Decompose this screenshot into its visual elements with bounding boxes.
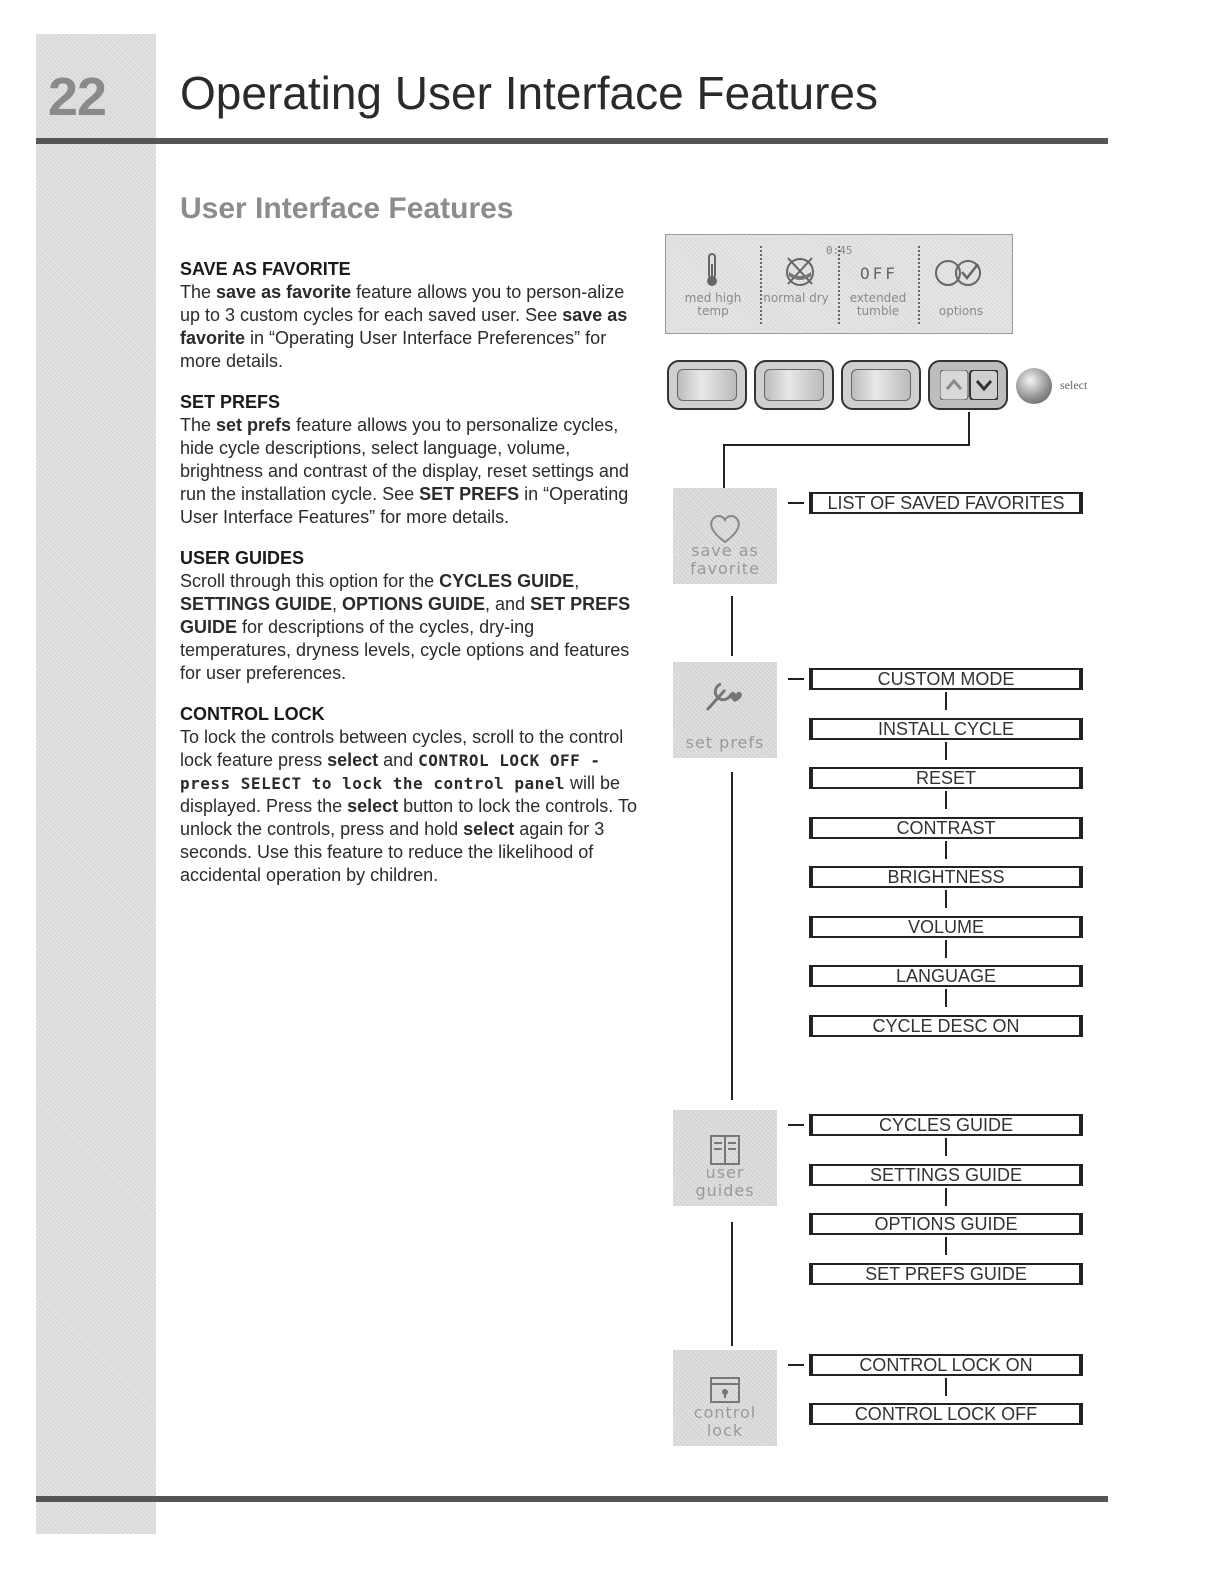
menu-dash <box>788 1124 804 1126</box>
menu-item-cycle-desc-on[interactable]: CYCLE DESC ON <box>809 1015 1083 1037</box>
display-separator <box>918 246 920 324</box>
tile-label: control lock <box>693 1403 757 1440</box>
section-heading: USER GUIDES <box>180 548 305 568</box>
tile-label: save as favorite <box>690 541 760 578</box>
display-cell: med high temp <box>684 291 742 318</box>
menu-tick <box>945 742 947 760</box>
display-cell: options <box>938 304 984 318</box>
section-heading: SET PREFS <box>180 392 281 412</box>
section-body: The save as favorite feature allows you to person-alize up to 3 custom cycles for each saved user. See save as favorite in “Operating User Interface Preferences” for more details. <box>180 282 628 371</box>
display-separator <box>760 246 762 324</box>
panel-button-2[interactable] <box>754 360 834 410</box>
thermometer-icon <box>700 252 724 288</box>
menu-item-volume[interactable]: VOLUME <box>809 916 1083 938</box>
menu-tick <box>945 940 947 958</box>
control-lock-section <box>180 703 640 887</box>
menu-tick <box>945 791 947 809</box>
connector-line <box>731 772 733 1100</box>
dryness-icon <box>780 250 820 290</box>
section-body: Scroll through this option for the CYCLES GUIDE, SETTINGS GUIDE, OPTIONS GUIDE, and SET PREFS GUIDE for descriptions of the cycles, dry-ing temperatures, dryness levels, cycle options and features for user preferences. <box>180 571 631 683</box>
user-guides-tile[interactable] <box>673 1110 777 1206</box>
menu-item-contrast[interactable]: CONTRAST <box>809 817 1083 839</box>
side-strip <box>36 34 156 1534</box>
control-lock-tile[interactable] <box>673 1350 777 1446</box>
page-title: Operating User Interface Features <box>180 67 878 119</box>
menu-item-cycles-guide[interactable]: CYCLES GUIDE <box>809 1114 1083 1136</box>
scroll-button[interactable] <box>928 360 1008 410</box>
tile-label: set prefs <box>685 733 765 752</box>
tile-label: user guides <box>695 1163 755 1200</box>
page-number: 22 <box>48 67 107 127</box>
menu-item-control-lock-off[interactable]: CONTROL LOCK OFF <box>809 1403 1083 1425</box>
connector-line <box>723 444 725 488</box>
section-body: The set prefs feature allows you to personalize cycles, hide cycle descriptions, select language, volume, brightness and contrast of the display, reset settings and run the installation cycle. See SET PREFS in “Operating User Interface Features” for more details. <box>180 415 629 527</box>
menu-item-brightness[interactable]: BRIGHTNESS <box>809 866 1083 888</box>
menu-tick <box>945 841 947 859</box>
wrench-heart-icon <box>701 672 749 716</box>
menu-tick <box>945 1237 947 1255</box>
menu-item-set-prefs-guide[interactable]: SET PREFS GUIDE <box>809 1263 1083 1285</box>
user-guides-section <box>180 547 640 685</box>
connector-line <box>968 412 970 446</box>
menu-tick <box>945 890 947 908</box>
menu-dash <box>788 678 804 680</box>
section-body: To lock the controls between cycles, scroll to the control lock feature press select and CONTROL LOCK OFF - press SELECT to lock the control panel will be displayed. Press the select button to lock the controls. To unlock the controls, press and hold select again for 3 seconds. Use this feature to reduce the likelihood of accidental operation by children. <box>180 727 637 885</box>
menu-tick <box>945 1188 947 1206</box>
connector-line <box>731 1222 733 1346</box>
set-prefs-tile[interactable] <box>673 662 777 758</box>
select-knob[interactable] <box>1016 368 1052 404</box>
select-label: select <box>1060 378 1088 392</box>
save-as-favorite-section <box>180 258 640 373</box>
menu-item-options-guide[interactable]: OPTIONS GUIDE <box>809 1213 1083 1235</box>
options-icon <box>932 256 988 290</box>
display-cell: extended tumble <box>849 291 907 318</box>
save-as-favorite-tile[interactable] <box>673 488 777 584</box>
section-heading: CONTROL LOCK <box>180 704 325 724</box>
display-time: 0:45 <box>826 244 853 257</box>
menu-item-control-lock-on[interactable]: CONTROL LOCK ON <box>809 1354 1083 1376</box>
menu-item-reset[interactable]: RESET <box>809 767 1083 789</box>
menu-dash <box>788 1364 804 1366</box>
top-rule <box>36 138 1108 144</box>
menu-item-saved-favorites[interactable]: LIST OF SAVED FAVORITES <box>809 492 1083 514</box>
menu-dash <box>788 502 804 504</box>
text-column <box>180 258 640 905</box>
panel-button-3[interactable] <box>841 360 921 410</box>
menu-tick <box>945 989 947 1007</box>
connector-line <box>723 444 970 446</box>
menu-item-settings-guide[interactable]: SETTINGS GUIDE <box>809 1164 1083 1186</box>
lcd-message: CONTROL LOCK OFF - press SELECT to lock the control panel <box>180 751 601 793</box>
chevron-up-down-icon <box>940 370 998 400</box>
display-cell: normal dry <box>763 291 829 305</box>
display-off: OFF <box>860 264 898 283</box>
bottom-rule <box>36 1496 1108 1502</box>
connector-line <box>731 596 733 656</box>
menu-tick <box>945 692 947 710</box>
section-heading: SAVE AS FAVORITE <box>180 259 351 279</box>
section-title: User Interface Features <box>180 192 514 225</box>
panel-button-1[interactable] <box>667 360 747 410</box>
menu-item-custom-mode[interactable]: CUSTOM MODE <box>809 668 1083 690</box>
set-prefs-section <box>180 391 640 529</box>
menu-tick <box>945 1378 947 1396</box>
menu-item-language[interactable]: LANGUAGE <box>809 965 1083 987</box>
menu-item-install-cycle[interactable]: INSTALL CYCLE <box>809 718 1083 740</box>
menu-tick <box>945 1138 947 1156</box>
